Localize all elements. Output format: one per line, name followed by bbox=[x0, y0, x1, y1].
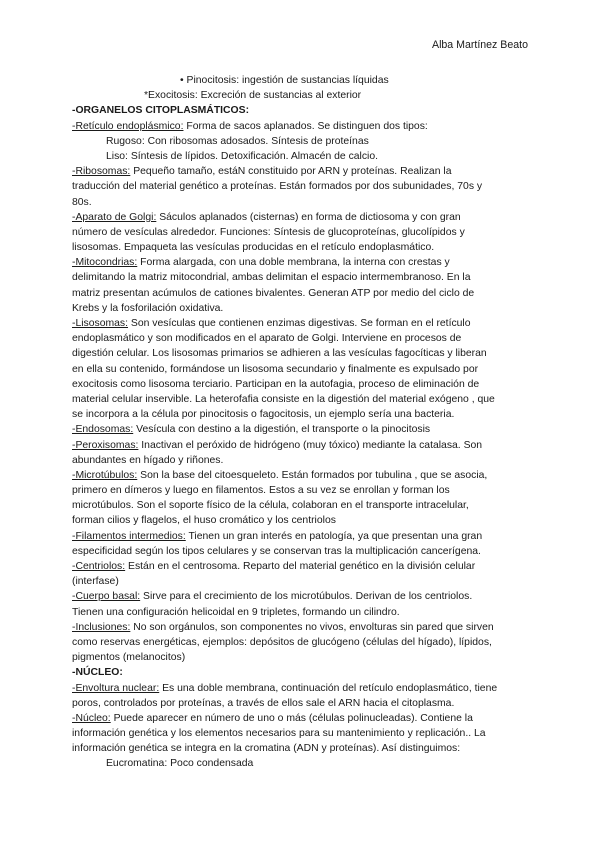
lisosomas-line-7: se incorpora a la célula por pinocitosis o fagocitosis, un ejemplo sería una bacteria. bbox=[72, 409, 455, 421]
eucromatina-line: Eucromatina: Poco condensada bbox=[106, 758, 254, 770]
microtubulos-line-1 bbox=[72, 468, 530, 483]
envoltura-term: -Envoltura nuclear: bbox=[72, 682, 160, 694]
inclusiones-line-2: como reservas energéticas, ejemplos: depósitos de glucógeno (células del hígado), lípidos, bbox=[72, 636, 492, 648]
lisosomas-line-2: endoplasmático y son modificados en el aparato de Golgi. Interviene en procesos de bbox=[72, 333, 462, 345]
microtubulos-line-4: forman cilios y flagelos, el huso cromático y los centriolos bbox=[72, 515, 336, 527]
centriolos-line-2: (interfase) bbox=[72, 576, 119, 588]
inclusiones-line-1 bbox=[72, 620, 530, 635]
centriolos-text: Están en el centrosoma. Reparto del material genético en la división celular bbox=[125, 561, 476, 572]
centriolos-term: -Centriolos: bbox=[72, 561, 126, 572]
peroxisomas-term: -Peroxisomas: bbox=[72, 439, 139, 451]
peroxisomas-text: Inactivan el peróxido de hidrógeno (muy tóxico) mediante la catalasa. Son bbox=[138, 439, 483, 451]
peroxisomas-line-2: abundantes en hígado y riñones. bbox=[72, 454, 224, 466]
lisosomas-line-5: exocitosis como lisosoma terciario. Participan en la autofagia, proceso de eliminación de bbox=[72, 378, 480, 390]
microtubulos-line-3: microtúbulos. Son el soporte físico de la célula, colaboran en el transporte intracelular, bbox=[72, 500, 469, 512]
microtubulos-text: Son la base del citoesqueleto. Están formados por tubulina , que se asocia, bbox=[137, 469, 488, 481]
golgi-line-2: número de vesículas alrededor. Funciones: Síntesis de glucoproteínas, glucolípidos y bbox=[72, 226, 465, 238]
peroxisomas-line-1 bbox=[72, 438, 530, 453]
liso-line: Liso: Síntesis de lípidos. Detoxificación. Almacén de calcio. bbox=[106, 150, 379, 162]
ribosomas-line-1 bbox=[72, 164, 530, 179]
envoltura-text: Es una doble membrana, continuación del retículo endoplasmático, tiene bbox=[159, 682, 498, 694]
lisosomas-text: Son vesículas que contienen enzimas digestivas. Se forman en el retículo bbox=[128, 318, 471, 329]
lisosomas-line-3: digestión celular. Los lisosomas primarios se adhieren a las vesículas fagocíticas y liberan bbox=[72, 348, 487, 360]
nucleo-heading: -NÚCLEO: bbox=[72, 667, 123, 679]
centriolos-line-1 bbox=[72, 559, 530, 574]
ribosomas-text: Pequeño tamaño, estáN constituido por ARN y proteínas. Realizan la bbox=[130, 166, 452, 178]
exocitosis-line: *Exocitosis: Excreción de sustancias al exterior bbox=[144, 90, 362, 102]
microtubulos-term: -Microtúbulos: bbox=[72, 469, 138, 481]
envoltura-line-1 bbox=[72, 681, 530, 696]
golgi-text: Sáculos aplanados (cisternas) en forma de dictiosoma y con gran bbox=[156, 211, 461, 223]
inclusiones-line-3: pigmentos (melanocitos) bbox=[72, 652, 186, 664]
lisosomas-line-6: material celular inservible. La heterofafia consiste en la digestión del material exógeno , que bbox=[72, 393, 495, 405]
golgi-term: -Aparato de Golgi: bbox=[72, 211, 157, 223]
pinocitosis-bullet: • Pinocitosis: ingestión de sustancias líquidas bbox=[180, 75, 389, 86]
filamentos-line-2: especificidad según los tipos celulares y se conservan tras la multiplicación cancerígena. bbox=[72, 545, 481, 557]
endosomas-line-1 bbox=[72, 422, 530, 437]
mitocondrias-line-1 bbox=[72, 255, 530, 270]
cuerpo-basal-text: Sirve para el crecimiento de los microtúbulos. Derivan de los centriolos. bbox=[140, 591, 473, 603]
filamentos-line-1 bbox=[72, 529, 530, 544]
filamentos-text: Tienen un gran interés en patología, ya que presentan una gran bbox=[185, 530, 483, 542]
endosomas-term: -Endosomas: bbox=[72, 424, 134, 436]
envoltura-line-2: poros, controlados por proteínas, a través de ellos sale el ARN hacia el citoplasma. bbox=[72, 697, 455, 709]
reticulo-paragraph bbox=[72, 119, 530, 134]
organelos-heading: -ORGANELOS CITOPLASMÁTICOS: bbox=[72, 105, 250, 117]
mitocondrias-text: Forma alargada, con una doble membrana, la interna con crestas y bbox=[137, 257, 450, 269]
rugoso-line: Rugoso: Con ribosomas adosados. Síntesis de proteínas bbox=[106, 135, 369, 147]
cuerpo-basal-line-2: Tienen una configuración helicoidal en 9 tripletes, formando un cilindro. bbox=[72, 606, 400, 618]
microtubulos-line-2: primero en dímeros y luego en filamentos. Estos a su vez se enrollan y forman los bbox=[72, 485, 450, 497]
reticulo-text: Forma de sacos aplanados. Se distinguen dos tipos: bbox=[183, 120, 428, 132]
golgi-line-3: lisosomas. Empaqueta las vesículas producidas en el retículo endoplasmático. bbox=[72, 242, 435, 254]
nucleo-line-2: información genética y los elementos necesarios para su mantenimiento y replicación.. La bbox=[72, 728, 486, 740]
lisosomas-line-4: en ella su contenido, formándose un lisosoma secundario y finalmente es expulsado por bbox=[72, 363, 479, 375]
lisosomas-term: -Lisosomas: bbox=[72, 318, 129, 329]
inclusiones-text: No son orgánulos, son componentes no vivos, envolturas sin pared que sirven bbox=[130, 621, 494, 633]
endosomas-text: Vesícula con destino a la digestión, el transporte o la pinocitosis bbox=[133, 424, 431, 436]
cuerpo-basal-line-1 bbox=[72, 589, 530, 604]
mitocondrias-line-4: Krebs y la fosforilación oxidativa. bbox=[72, 302, 224, 314]
nucleo-line-1 bbox=[72, 711, 530, 726]
inclusiones-term: -Inclusiones: bbox=[72, 621, 131, 633]
mitocondrias-term: -Mitocondrias: bbox=[72, 257, 138, 269]
nucleo-term: -Núcleo: bbox=[72, 712, 111, 724]
golgi-line-1 bbox=[72, 210, 530, 225]
mitocondrias-line-2: delimitando la matriz mitocondrial, ambas delimitan el espacio intermembranoso. En la bbox=[72, 272, 471, 284]
ribosomas-line-3: 80s. bbox=[72, 196, 92, 208]
author-name: Alba Martínez Beato bbox=[432, 39, 528, 51]
nucleo-line-3: información genética se integra en la cromatina (ADN y proteínas). Así distinguimos: bbox=[72, 743, 461, 755]
filamentos-term: -Filamentos intermedios: bbox=[72, 530, 186, 542]
lisosomas-line-1 bbox=[72, 316, 530, 331]
mitocondrias-line-3: matriz presentan acúmulos de cationes bivalentes. Generan ATP por medio del ciclo de bbox=[72, 287, 475, 299]
ribosomas-line-2: traducción del material genético a proteínas. Están formados por dos subunidades, 70s y bbox=[72, 181, 483, 193]
nucleo-text: Puede aparecer en número de uno o más (células polinucleadas). Contiene la bbox=[110, 712, 473, 724]
ribosomas-term: -Ribosomas: bbox=[72, 166, 131, 178]
document-body bbox=[72, 73, 530, 772]
cuerpo-basal-term: -Cuerpo basal: bbox=[72, 591, 141, 603]
reticulo-term: -Retículo endoplásmico: bbox=[72, 120, 184, 132]
